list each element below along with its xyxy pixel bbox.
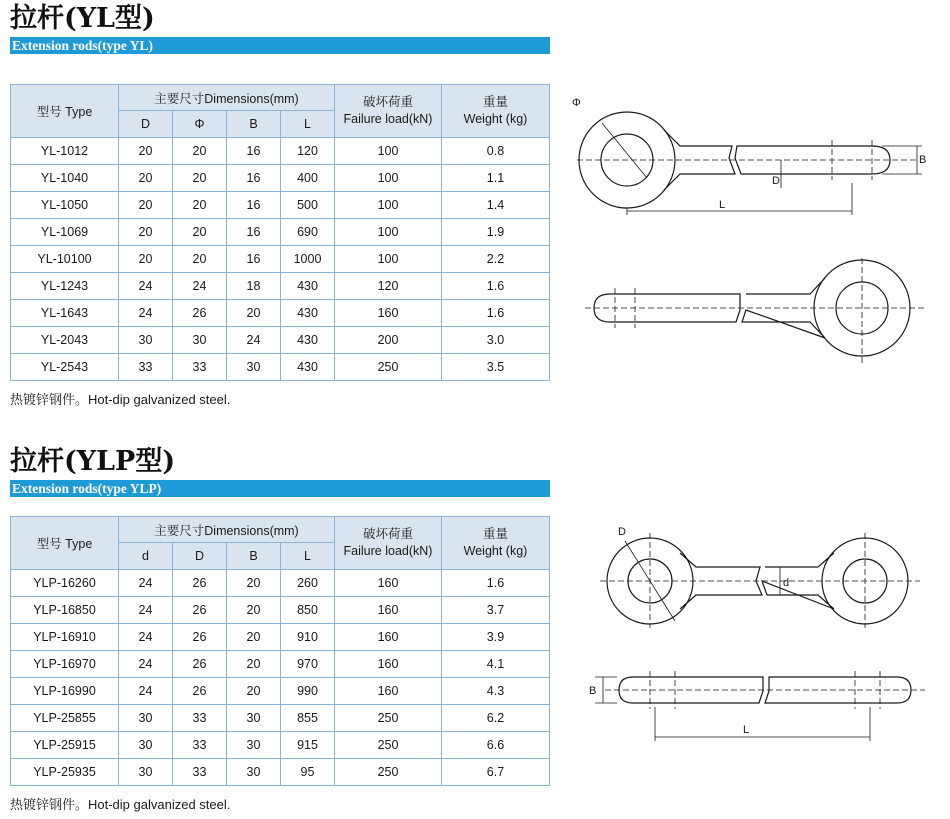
table-cell: 160 — [335, 597, 442, 624]
table-cell: YL-1040 — [11, 165, 119, 192]
table-cell: 1.1 — [442, 165, 550, 192]
table-row — [11, 705, 550, 732]
yl-title: 拉杆(YL型) — [10, 3, 155, 34]
table-cell: 33 — [173, 705, 227, 732]
table-cell: 3.9 — [442, 624, 550, 651]
table-cell: 24 — [119, 570, 173, 597]
yl-header-col-d: D — [119, 111, 173, 138]
table-cell: 915 — [281, 732, 335, 759]
table-cell: 2.2 — [442, 246, 550, 273]
table-cell: 24 — [119, 300, 173, 327]
table-cell: 24 — [119, 678, 173, 705]
table-cell: 430 — [281, 354, 335, 381]
table-cell: YLP-16990 — [11, 678, 119, 705]
table-cell: 260 — [281, 570, 335, 597]
table-cell: 16 — [227, 138, 281, 165]
table-cell: 33 — [119, 354, 173, 381]
table-row — [11, 732, 550, 759]
table-cell: 910 — [281, 624, 335, 651]
table-cell: YL-2543 — [11, 354, 119, 381]
table-cell: 20 — [119, 246, 173, 273]
table-cell: 6.2 — [442, 705, 550, 732]
table-cell: 16 — [227, 192, 281, 219]
table-cell: 30 — [227, 732, 281, 759]
ylp-header-model: 型号 Type — [11, 517, 119, 570]
table-cell: 24 — [173, 273, 227, 300]
table-cell: 250 — [335, 705, 442, 732]
table-cell: 16 — [227, 219, 281, 246]
ylp-note: 热镀锌钢件。Hot-dip galvanized steel. — [10, 797, 231, 812]
table-cell: 30 — [173, 327, 227, 354]
table-cell: 100 — [335, 138, 442, 165]
table-cell: 20 — [227, 678, 281, 705]
ylp-header-failure-cn: 破坏荷重 — [362, 527, 413, 541]
table-cell: 20 — [227, 624, 281, 651]
table-cell: 26 — [173, 624, 227, 651]
table-row — [11, 354, 550, 381]
table-cell: 0.8 — [442, 138, 550, 165]
table-cell: 1.6 — [442, 570, 550, 597]
table-cell: 30 — [119, 759, 173, 786]
yl-header-weight-en: Weight (kg) — [463, 112, 528, 126]
table-cell: 1.4 — [442, 192, 550, 219]
ylp-drawing-top — [600, 523, 930, 628]
table-cell: 18 — [227, 273, 281, 300]
table-row — [11, 192, 550, 219]
table-cell: 6.6 — [442, 732, 550, 759]
yl-header-col-b: B — [227, 111, 281, 138]
table-cell: 4.1 — [442, 651, 550, 678]
table-cell: YLP-25935 — [11, 759, 119, 786]
table-cell: 430 — [281, 327, 335, 354]
table-cell: 26 — [173, 678, 227, 705]
table-cell: 6.7 — [442, 759, 550, 786]
table-cell: 160 — [335, 570, 442, 597]
table-cell: 30 — [227, 705, 281, 732]
table-cell: 160 — [335, 678, 442, 705]
yl-header-col-phi: Φ — [173, 111, 227, 138]
yl-drawing-top — [572, 88, 932, 223]
table-cell: YL-1050 — [11, 192, 119, 219]
table-cell: 1.9 — [442, 219, 550, 246]
table-cell: 26 — [173, 597, 227, 624]
table-cell: 20 — [119, 219, 173, 246]
ylp-header-dimensions: 主要尺寸Dimensions(mm) — [119, 517, 335, 543]
table-cell: 20 — [119, 192, 173, 219]
table-cell: 24 — [119, 597, 173, 624]
ylp-header-col-d-inner: d — [119, 543, 173, 570]
table-cell: 24 — [119, 651, 173, 678]
ylp-spec-table — [10, 516, 550, 786]
table-cell: 1.6 — [442, 273, 550, 300]
table-cell: 24 — [227, 327, 281, 354]
table-cell: 24 — [119, 624, 173, 651]
table-cell: 26 — [173, 300, 227, 327]
table-cell: 500 — [281, 192, 335, 219]
table-row — [11, 597, 550, 624]
yl-label-l: L — [719, 199, 726, 211]
table-cell: 855 — [281, 705, 335, 732]
table-cell: 120 — [281, 138, 335, 165]
table-cell: YLP-25915 — [11, 732, 119, 759]
table-cell: YLP-16910 — [11, 624, 119, 651]
table-cell: 250 — [335, 354, 442, 381]
table-cell: 200 — [335, 327, 442, 354]
table-cell: YL-1643 — [11, 300, 119, 327]
table-cell: 850 — [281, 597, 335, 624]
table-cell: 20 — [173, 246, 227, 273]
table-row — [11, 273, 550, 300]
ylp-drawing-bottom — [585, 665, 930, 745]
table-cell: 30 — [227, 354, 281, 381]
table-cell: 33 — [173, 759, 227, 786]
ylp-header-weight-cn: 重量 — [482, 527, 508, 541]
table-cell: 160 — [335, 624, 442, 651]
table-cell: 160 — [335, 651, 442, 678]
table-cell: 100 — [335, 246, 442, 273]
table-cell: 4.3 — [442, 678, 550, 705]
table-row — [11, 165, 550, 192]
table-cell: YL-2043 — [11, 327, 119, 354]
table-cell: 250 — [335, 759, 442, 786]
ylp-header-col-b: B — [227, 543, 281, 570]
table-cell: 16 — [227, 246, 281, 273]
table-cell: 95 — [281, 759, 335, 786]
table-cell: YL-1243 — [11, 273, 119, 300]
table-cell: 430 — [281, 300, 335, 327]
table-cell: 3.7 — [442, 597, 550, 624]
table-cell: 3.5 — [442, 354, 550, 381]
table-cell: 100 — [335, 165, 442, 192]
table-cell: 1000 — [281, 246, 335, 273]
table-cell: 970 — [281, 651, 335, 678]
table-cell: 20 — [119, 165, 173, 192]
table-cell: YLP-16260 — [11, 570, 119, 597]
table-cell: 160 — [335, 300, 442, 327]
table-cell: 3.0 — [442, 327, 550, 354]
table-cell: 20 — [173, 138, 227, 165]
table-cell: 20 — [173, 192, 227, 219]
ylp-label-d-inner: d — [783, 577, 790, 589]
table-cell: 20 — [227, 597, 281, 624]
table-cell: 1.6 — [442, 300, 550, 327]
table-cell: 250 — [335, 732, 442, 759]
table-cell: 120 — [335, 273, 442, 300]
table-cell: 30 — [119, 705, 173, 732]
table-cell: 16 — [227, 165, 281, 192]
ylp-title: 拉杆(YLP型) — [10, 446, 176, 477]
table-cell: YLP-16970 — [11, 651, 119, 678]
table-cell: 20 — [173, 165, 227, 192]
yl-header-weight-cn: 重量 — [482, 95, 508, 109]
yl-label-b: B — [919, 154, 927, 166]
yl-header-weight — [442, 85, 550, 138]
ylp-table-body — [11, 570, 550, 786]
yl-header-failure-cn: 破坏荷重 — [362, 95, 413, 109]
ylp-header-failure-en: Failure load(kN) — [343, 544, 433, 558]
table-row — [11, 219, 550, 246]
yl-note: 热镀锌钢件。Hot-dip galvanized steel. — [10, 392, 231, 407]
yl-header-failure-load — [335, 85, 442, 138]
table-row — [11, 624, 550, 651]
table-cell: 33 — [173, 354, 227, 381]
table-row — [11, 138, 550, 165]
table-cell: 30 — [119, 327, 173, 354]
table-cell: 20 — [227, 570, 281, 597]
table-cell: 100 — [335, 219, 442, 246]
yl-header-dimensions: 主要尺寸Dimensions(mm) — [119, 85, 335, 111]
yl-subtitle-bar: Extension rods(type YL) — [10, 37, 550, 54]
yl-header-col-l: L — [281, 111, 335, 138]
table-cell: 990 — [281, 678, 335, 705]
yl-drawing-bottom — [580, 258, 930, 368]
table-cell: YLP-25855 — [11, 705, 119, 732]
table-cell: 20 — [227, 300, 281, 327]
table-cell: 20 — [173, 219, 227, 246]
ylp-header-weight-en: Weight (kg) — [463, 544, 528, 558]
ylp-header-weight — [442, 517, 550, 570]
table-row — [11, 570, 550, 597]
table-row — [11, 327, 550, 354]
table-cell: 33 — [173, 732, 227, 759]
table-cell: 430 — [281, 273, 335, 300]
ylp-label-b: B — [589, 685, 597, 697]
table-cell: 20 — [227, 651, 281, 678]
table-cell: YL-1069 — [11, 219, 119, 246]
table-cell: 30 — [119, 732, 173, 759]
table-cell: YLP-16850 — [11, 597, 119, 624]
table-row — [11, 651, 550, 678]
ylp-header-col-d-outer: D — [173, 543, 227, 570]
ylp-label-l: L — [743, 724, 750, 736]
yl-header-failure-en: Failure load(kN) — [343, 112, 433, 126]
yl-header-model: 型号 Type — [11, 85, 119, 138]
ylp-header-col-l: L — [281, 543, 335, 570]
table-cell: YL-10100 — [11, 246, 119, 273]
yl-label-d: D — [772, 175, 780, 187]
table-row — [11, 246, 550, 273]
table-cell: 26 — [173, 570, 227, 597]
table-row — [11, 759, 550, 786]
table-cell: YL-1012 — [11, 138, 119, 165]
ylp-header-failure-load — [335, 517, 442, 570]
ylp-subtitle-bar: Extension rods(type YLP) — [10, 480, 550, 497]
yl-label-phi: Φ — [572, 97, 581, 109]
yl-spec-table — [10, 84, 550, 381]
table-cell: 24 — [119, 273, 173, 300]
table-cell: 100 — [335, 192, 442, 219]
table-cell: 690 — [281, 219, 335, 246]
table-cell: 400 — [281, 165, 335, 192]
table-cell: 20 — [119, 138, 173, 165]
table-cell: 26 — [173, 651, 227, 678]
table-row — [11, 678, 550, 705]
table-row — [11, 300, 550, 327]
table-cell: 30 — [227, 759, 281, 786]
yl-table-body — [11, 138, 550, 381]
ylp-label-d-outer: D — [618, 526, 626, 538]
